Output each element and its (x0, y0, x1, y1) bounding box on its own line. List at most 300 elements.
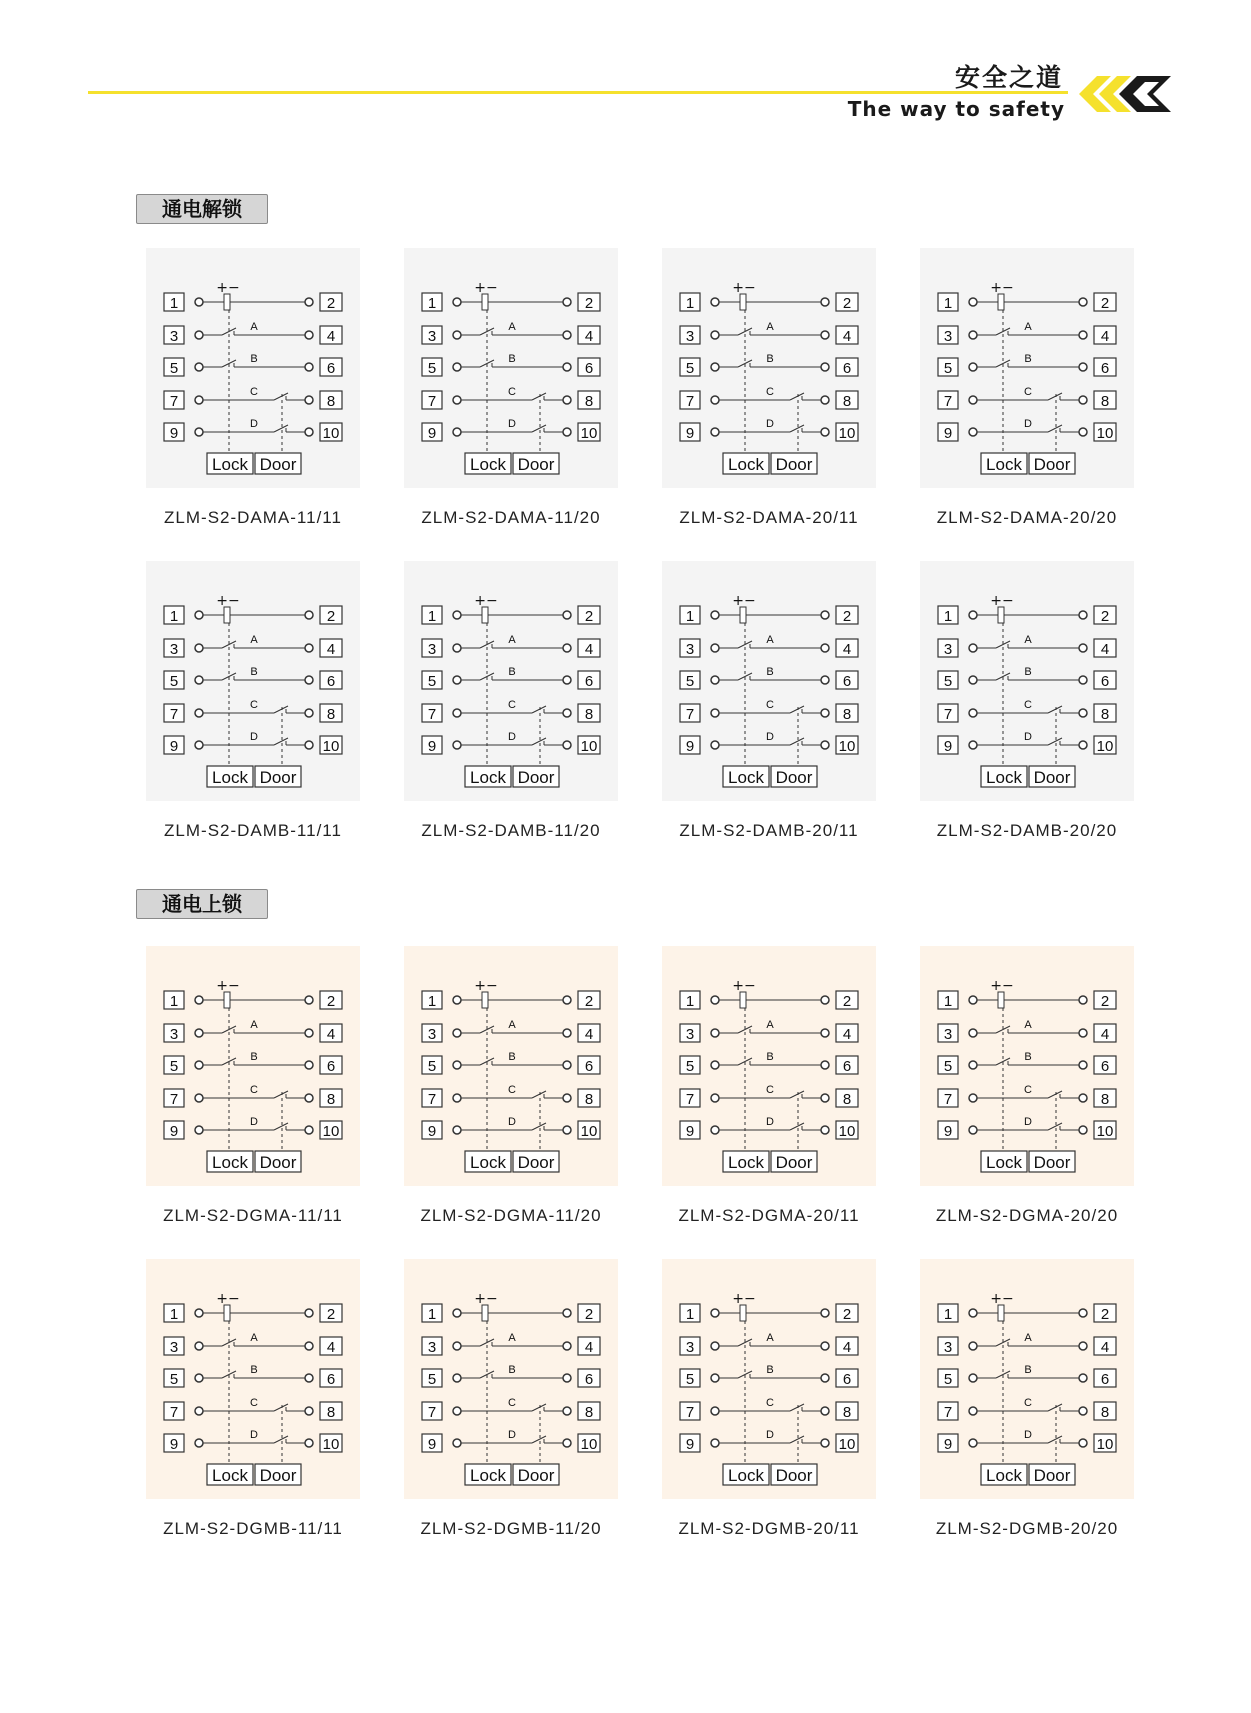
terminal-label-left: 9 (943, 1123, 953, 1140)
contact-label: D (508, 1116, 516, 1128)
terminal-label-right: 4 (842, 1339, 852, 1356)
wiring-diagram-card (920, 248, 1134, 527)
terminal-label-right: 6 (1100, 360, 1110, 377)
door-label: Door (775, 1466, 813, 1485)
coil-polarity-label: +− (474, 593, 498, 609)
contact-label: C (250, 1084, 258, 1096)
contact-label: B (250, 353, 258, 365)
contact-label: D (250, 418, 258, 430)
terminal-label-right: 2 (842, 608, 852, 625)
wiring-diagram-svg (404, 561, 618, 801)
lock-label: Lock (212, 1153, 248, 1172)
contact-label: A (250, 1332, 258, 1344)
terminal-label-left: 9 (169, 425, 179, 442)
contact-label: C (766, 1084, 774, 1096)
coil-polarity-label: +− (990, 978, 1014, 994)
contact-label: B (508, 1051, 516, 1063)
wiring-diagram (920, 946, 1134, 1186)
terminal-label-left: 7 (685, 1404, 695, 1421)
coil-polarity-label: +− (474, 978, 498, 994)
lock-label: Lock (728, 1466, 764, 1485)
terminal-label-right: 2 (1100, 993, 1110, 1010)
terminal-label-right: 4 (842, 1026, 852, 1043)
contact-label: D (1024, 1429, 1032, 1441)
wiring-diagram (146, 946, 360, 1186)
contact-label: D (250, 731, 258, 743)
terminal-label-right: 8 (842, 706, 852, 723)
terminal-label-right: 4 (584, 641, 594, 658)
contact-label: A (508, 634, 516, 646)
wiring-diagram-card (662, 946, 876, 1225)
header-accent-line (88, 91, 1068, 94)
terminal-label-left: 5 (943, 673, 953, 690)
terminal-label-left: 3 (427, 328, 437, 345)
contact-label: A (508, 1332, 516, 1344)
wiring-diagram-card (920, 561, 1134, 840)
contact-label: C (508, 699, 516, 711)
terminal-label-left: 5 (427, 1058, 437, 1075)
wiring-diagram-card (662, 561, 876, 840)
lock-label: Lock (986, 455, 1022, 474)
terminal-label-right: 4 (326, 641, 336, 658)
coil-polarity-label: +− (732, 593, 756, 609)
terminal-label-left: 5 (685, 1371, 695, 1388)
section-title-power-lock: 通电上锁 (136, 889, 268, 919)
contact-label: A (250, 321, 258, 333)
terminal-label-left: 1 (685, 608, 695, 625)
terminal-label-right: 4 (584, 328, 594, 345)
terminal-label-right: 2 (584, 295, 594, 312)
contact-label: B (508, 1364, 516, 1376)
terminal-label-right: 8 (1100, 1404, 1110, 1421)
coil-polarity-label: +− (990, 1291, 1014, 1307)
lock-label: Lock (470, 1466, 506, 1485)
terminal-label-left: 1 (427, 608, 437, 625)
terminal-label-right: 10 (1096, 425, 1114, 442)
contact-label: A (766, 1019, 774, 1031)
terminal-label-right: 6 (1100, 1058, 1110, 1075)
contact-label: D (1024, 418, 1032, 430)
terminal-label-right: 10 (1096, 1436, 1114, 1453)
terminal-label-right: 8 (842, 1091, 852, 1108)
wiring-diagram-card (146, 946, 360, 1225)
contact-label: A (1024, 634, 1032, 646)
terminal-label-left: 1 (427, 993, 437, 1010)
model-number-caption: ZLM-S2-DGMB-20/20 (935, 1519, 1119, 1538)
model-number-caption: ZLM-S2-DAMA-11/20 (421, 508, 601, 527)
contact-label: A (1024, 1332, 1032, 1344)
lock-label: Lock (470, 455, 506, 474)
terminal-label-right: 6 (584, 1371, 594, 1388)
terminal-label-left: 7 (943, 393, 953, 410)
brand-slogan-en: The way to safety (847, 97, 1065, 121)
door-label: Door (259, 768, 297, 787)
contact-label: C (250, 699, 258, 711)
terminal-label-right: 10 (322, 1123, 340, 1140)
terminal-label-left: 9 (685, 738, 695, 755)
terminal-label-right: 2 (326, 1306, 336, 1323)
contact-label: D (250, 1116, 258, 1128)
contact-label: A (508, 1019, 516, 1031)
terminal-label-left: 3 (943, 328, 953, 345)
terminal-label-right: 8 (1100, 393, 1110, 410)
wiring-diagram-svg (920, 561, 1134, 801)
terminal-label-right: 2 (842, 295, 852, 312)
terminal-label-right: 8 (326, 706, 336, 723)
door-label: Door (517, 1466, 555, 1485)
terminal-label-right: 2 (842, 1306, 852, 1323)
model-number-caption: ZLM-S2-DAMA-20/20 (936, 508, 1118, 527)
model-number-caption: ZLM-S2-DAMB-20/11 (679, 821, 859, 840)
contact-label: A (1024, 1019, 1032, 1031)
wiring-diagram-svg (662, 561, 876, 801)
wiring-diagram (662, 561, 876, 801)
coil-polarity-label: +− (216, 593, 240, 609)
terminal-label-right: 6 (842, 1371, 852, 1388)
terminal-label-right: 6 (1100, 673, 1110, 690)
wiring-diagram-card (146, 1259, 360, 1538)
door-label: Door (517, 455, 555, 474)
wiring-diagram (920, 248, 1134, 488)
door-label: Door (775, 455, 813, 474)
terminal-label-right: 6 (584, 360, 594, 377)
terminal-label-left: 7 (685, 1091, 695, 1108)
door-label: Door (517, 768, 555, 787)
contact-label: C (250, 386, 258, 398)
terminal-label-left: 5 (943, 1371, 953, 1388)
coil-polarity-label: +− (216, 280, 240, 296)
terminal-label-left: 7 (943, 1091, 953, 1108)
terminal-label-left: 9 (943, 425, 953, 442)
contact-label: B (1024, 1051, 1032, 1063)
wiring-diagram (404, 1259, 618, 1499)
terminal-label-right: 8 (584, 1091, 594, 1108)
terminal-label-left: 9 (685, 1436, 695, 1453)
contact-label: C (1024, 1397, 1032, 1409)
lock-label: Lock (986, 768, 1022, 787)
terminal-label-left: 1 (943, 295, 953, 312)
coil-polarity-label: +− (216, 1291, 240, 1307)
wiring-diagram-svg (662, 248, 876, 488)
wiring-diagram-svg (920, 1259, 1134, 1499)
terminal-label-left: 3 (943, 641, 953, 658)
model-number-caption: ZLM-S2-DAMB-11/20 (421, 821, 601, 840)
contact-label: B (508, 353, 516, 365)
contact-label: C (508, 1084, 516, 1096)
terminal-label-left: 7 (427, 1091, 437, 1108)
terminal-label-left: 7 (169, 393, 179, 410)
contact-label: B (1024, 353, 1032, 365)
coil-polarity-label: +− (732, 1291, 756, 1307)
coil-polarity-label: +− (474, 1291, 498, 1307)
terminal-label-left: 7 (169, 1091, 179, 1108)
contact-label: A (766, 321, 774, 333)
terminal-label-right: 10 (838, 1436, 856, 1453)
contact-label: B (1024, 666, 1032, 678)
terminal-label-right: 6 (1100, 1371, 1110, 1388)
terminal-label-left: 1 (169, 993, 179, 1010)
terminal-label-left: 3 (685, 641, 695, 658)
terminal-label-left: 5 (169, 673, 179, 690)
contact-label: A (766, 1332, 774, 1344)
contact-label: B (766, 353, 774, 365)
terminal-label-left: 3 (427, 641, 437, 658)
coil-polarity-label: +− (732, 978, 756, 994)
wiring-diagram-svg (662, 946, 876, 1186)
contact-label: D (766, 731, 774, 743)
door-label: Door (259, 455, 297, 474)
contact-label: C (766, 386, 774, 398)
model-number-caption: ZLM-S2-DGMA-20/20 (935, 1206, 1119, 1225)
lock-label: Lock (986, 1153, 1022, 1172)
terminal-label-right: 4 (326, 328, 336, 345)
door-label: Door (1033, 1153, 1071, 1172)
terminal-label-left: 3 (685, 328, 695, 345)
wiring-diagram-svg (920, 248, 1134, 488)
terminal-label-left: 7 (427, 706, 437, 723)
terminal-label-right: 2 (1100, 608, 1110, 625)
contact-label: C (1024, 386, 1032, 398)
contact-label: D (508, 731, 516, 743)
wiring-diagram-card (146, 561, 360, 840)
terminal-label-left: 3 (169, 328, 179, 345)
wiring-diagram-svg (146, 248, 360, 488)
terminal-label-left: 3 (169, 641, 179, 658)
wiring-diagram (146, 248, 360, 488)
terminal-label-right: 4 (1100, 328, 1110, 345)
terminal-label-right: 8 (1100, 1091, 1110, 1108)
contact-label: D (766, 1116, 774, 1128)
lock-label: Lock (986, 1466, 1022, 1485)
terminal-label-left: 1 (685, 1306, 695, 1323)
terminal-label-left: 3 (427, 1026, 437, 1043)
contact-label: C (508, 1397, 516, 1409)
terminal-label-right: 10 (1096, 738, 1114, 755)
terminal-label-left: 7 (169, 1404, 179, 1421)
door-label: Door (775, 1153, 813, 1172)
terminal-label-left: 9 (427, 425, 437, 442)
wiring-diagram-svg (146, 1259, 360, 1499)
terminal-label-left: 7 (943, 1404, 953, 1421)
terminal-label-right: 10 (1096, 1123, 1114, 1140)
terminal-label-left: 5 (685, 673, 695, 690)
terminal-label-right: 10 (838, 425, 856, 442)
model-number-caption: ZLM-S2-DGMB-11/11 (163, 1519, 343, 1538)
model-number-caption: ZLM-S2-DAMB-11/11 (164, 821, 342, 840)
wiring-diagram-svg (404, 946, 618, 1186)
contact-label: B (766, 1051, 774, 1063)
terminal-label-right: 10 (580, 738, 598, 755)
terminal-label-right: 4 (326, 1339, 336, 1356)
terminal-label-right: 4 (842, 641, 852, 658)
terminal-label-right: 4 (1100, 1026, 1110, 1043)
contact-label: A (1024, 321, 1032, 333)
terminal-label-right: 10 (322, 1436, 340, 1453)
terminal-label-left: 1 (169, 608, 179, 625)
wiring-diagram-svg (404, 1259, 618, 1499)
terminal-label-right: 8 (326, 1091, 336, 1108)
terminal-label-left: 5 (427, 1371, 437, 1388)
wiring-diagram (146, 1259, 360, 1499)
contact-label: D (1024, 731, 1032, 743)
model-number-caption: ZLM-S2-DGMA-11/20 (420, 1206, 602, 1225)
terminal-label-left: 1 (685, 993, 695, 1010)
terminal-label-left: 3 (685, 1339, 695, 1356)
door-label: Door (259, 1466, 297, 1485)
wiring-diagram-card (662, 248, 876, 527)
wiring-diagram-card (404, 561, 618, 840)
contact-label: C (250, 1397, 258, 1409)
terminal-label-left: 1 (943, 993, 953, 1010)
wiring-diagram-card (920, 946, 1134, 1225)
terminal-label-right: 6 (584, 673, 594, 690)
door-label: Door (1033, 768, 1071, 787)
contact-label: B (250, 666, 258, 678)
terminal-label-right: 2 (326, 295, 336, 312)
terminal-label-left: 1 (169, 1306, 179, 1323)
model-number-caption: ZLM-S2-DAMA-20/11 (679, 508, 859, 527)
terminal-label-right: 4 (584, 1026, 594, 1043)
lock-label: Lock (728, 768, 764, 787)
terminal-label-left: 7 (427, 1404, 437, 1421)
wiring-diagram-card (146, 248, 360, 527)
terminal-label-right: 6 (584, 1058, 594, 1075)
contact-label: A (250, 1019, 258, 1031)
contact-label: C (766, 699, 774, 711)
door-label: Door (1033, 1466, 1071, 1485)
terminal-label-left: 9 (685, 425, 695, 442)
contact-label: B (766, 666, 774, 678)
wiring-diagram (920, 1259, 1134, 1499)
terminal-label-right: 10 (838, 738, 856, 755)
brand-slogan-cn: 安全之道 (954, 63, 1063, 92)
wiring-diagram-card (404, 946, 618, 1225)
terminal-label-right: 6 (326, 1058, 336, 1075)
door-label: Door (1033, 455, 1071, 474)
wiring-diagram (404, 248, 618, 488)
wiring-diagram (404, 561, 618, 801)
terminal-label-left: 5 (169, 360, 179, 377)
terminal-label-right: 6 (326, 1371, 336, 1388)
model-number-caption: ZLM-S2-DGMA-20/11 (678, 1206, 860, 1225)
terminal-label-right: 2 (842, 993, 852, 1010)
terminal-label-left: 3 (169, 1339, 179, 1356)
lock-label: Lock (212, 768, 248, 787)
terminal-label-right: 10 (580, 1123, 598, 1140)
coil-polarity-label: +− (216, 978, 240, 994)
terminal-label-left: 5 (685, 360, 695, 377)
contact-label: D (1024, 1116, 1032, 1128)
terminal-label-right: 2 (584, 608, 594, 625)
terminal-label-right: 6 (842, 673, 852, 690)
contact-label: D (508, 1429, 516, 1441)
wiring-diagram-svg (146, 561, 360, 801)
wiring-diagram (662, 248, 876, 488)
model-number-caption: ZLM-S2-DAMA-11/11 (164, 508, 342, 527)
terminal-label-left: 3 (685, 1026, 695, 1043)
terminal-label-left: 5 (169, 1058, 179, 1075)
terminal-label-left: 5 (427, 360, 437, 377)
wiring-diagram-svg (662, 1259, 876, 1499)
wiring-diagram (146, 561, 360, 801)
terminal-label-right: 2 (326, 993, 336, 1010)
terminal-label-right: 8 (326, 393, 336, 410)
terminal-label-left: 5 (169, 1371, 179, 1388)
wiring-diagram-svg (146, 946, 360, 1186)
contact-label: D (250, 1429, 258, 1441)
lock-label: Lock (728, 455, 764, 474)
terminal-label-right: 2 (584, 993, 594, 1010)
terminal-label-right: 8 (326, 1404, 336, 1421)
door-label: Door (517, 1153, 555, 1172)
terminal-label-right: 2 (1100, 1306, 1110, 1323)
terminal-label-left: 5 (943, 360, 953, 377)
terminal-label-left: 1 (943, 1306, 953, 1323)
wiring-diagram (920, 561, 1134, 801)
lock-label: Lock (470, 768, 506, 787)
terminal-label-right: 8 (842, 1404, 852, 1421)
terminal-label-left: 1 (427, 295, 437, 312)
terminal-label-right: 10 (322, 738, 340, 755)
terminal-label-left: 7 (943, 706, 953, 723)
terminal-label-left: 5 (685, 1058, 695, 1075)
terminal-label-right: 6 (326, 673, 336, 690)
terminal-label-right: 6 (842, 360, 852, 377)
terminal-label-left: 1 (943, 608, 953, 625)
model-number-caption: ZLM-S2-DAMB-20/20 (936, 821, 1118, 840)
terminal-label-right: 8 (842, 393, 852, 410)
contact-label: C (1024, 699, 1032, 711)
door-label: Door (259, 1153, 297, 1172)
terminal-label-left: 1 (427, 1306, 437, 1323)
terminal-label-right: 4 (326, 1026, 336, 1043)
lock-label: Lock (728, 1153, 764, 1172)
model-number-caption: ZLM-S2-DGMB-11/20 (420, 1519, 602, 1538)
contact-label: A (250, 634, 258, 646)
contact-label: B (766, 1364, 774, 1376)
terminal-label-right: 2 (584, 1306, 594, 1323)
terminal-label-left: 5 (427, 673, 437, 690)
terminal-label-right: 2 (1100, 295, 1110, 312)
wiring-diagram-card (404, 248, 618, 527)
terminal-label-left: 9 (943, 738, 953, 755)
contact-label: B (508, 666, 516, 678)
terminal-label-left: 5 (943, 1058, 953, 1075)
terminal-label-left: 9 (169, 1436, 179, 1453)
terminal-label-left: 9 (943, 1436, 953, 1453)
terminal-label-right: 6 (842, 1058, 852, 1075)
terminal-label-left: 9 (427, 1123, 437, 1140)
contact-label: B (250, 1364, 258, 1376)
terminal-label-right: 4 (584, 1339, 594, 1356)
contact-label: A (766, 634, 774, 646)
terminal-label-left: 9 (169, 738, 179, 755)
contact-label: A (508, 321, 516, 333)
terminal-label-left: 1 (169, 295, 179, 312)
wiring-diagram-svg (920, 946, 1134, 1186)
contact-label: C (766, 1397, 774, 1409)
terminal-label-left: 3 (943, 1339, 953, 1356)
lock-label: Lock (212, 455, 248, 474)
contact-label: D (508, 418, 516, 430)
terminal-label-right: 4 (1100, 1339, 1110, 1356)
terminal-label-left: 9 (427, 1436, 437, 1453)
terminal-label-right: 10 (322, 425, 340, 442)
wiring-diagram (404, 946, 618, 1186)
terminal-label-right: 8 (584, 1404, 594, 1421)
terminal-label-right: 8 (584, 706, 594, 723)
terminal-label-left: 1 (685, 295, 695, 312)
